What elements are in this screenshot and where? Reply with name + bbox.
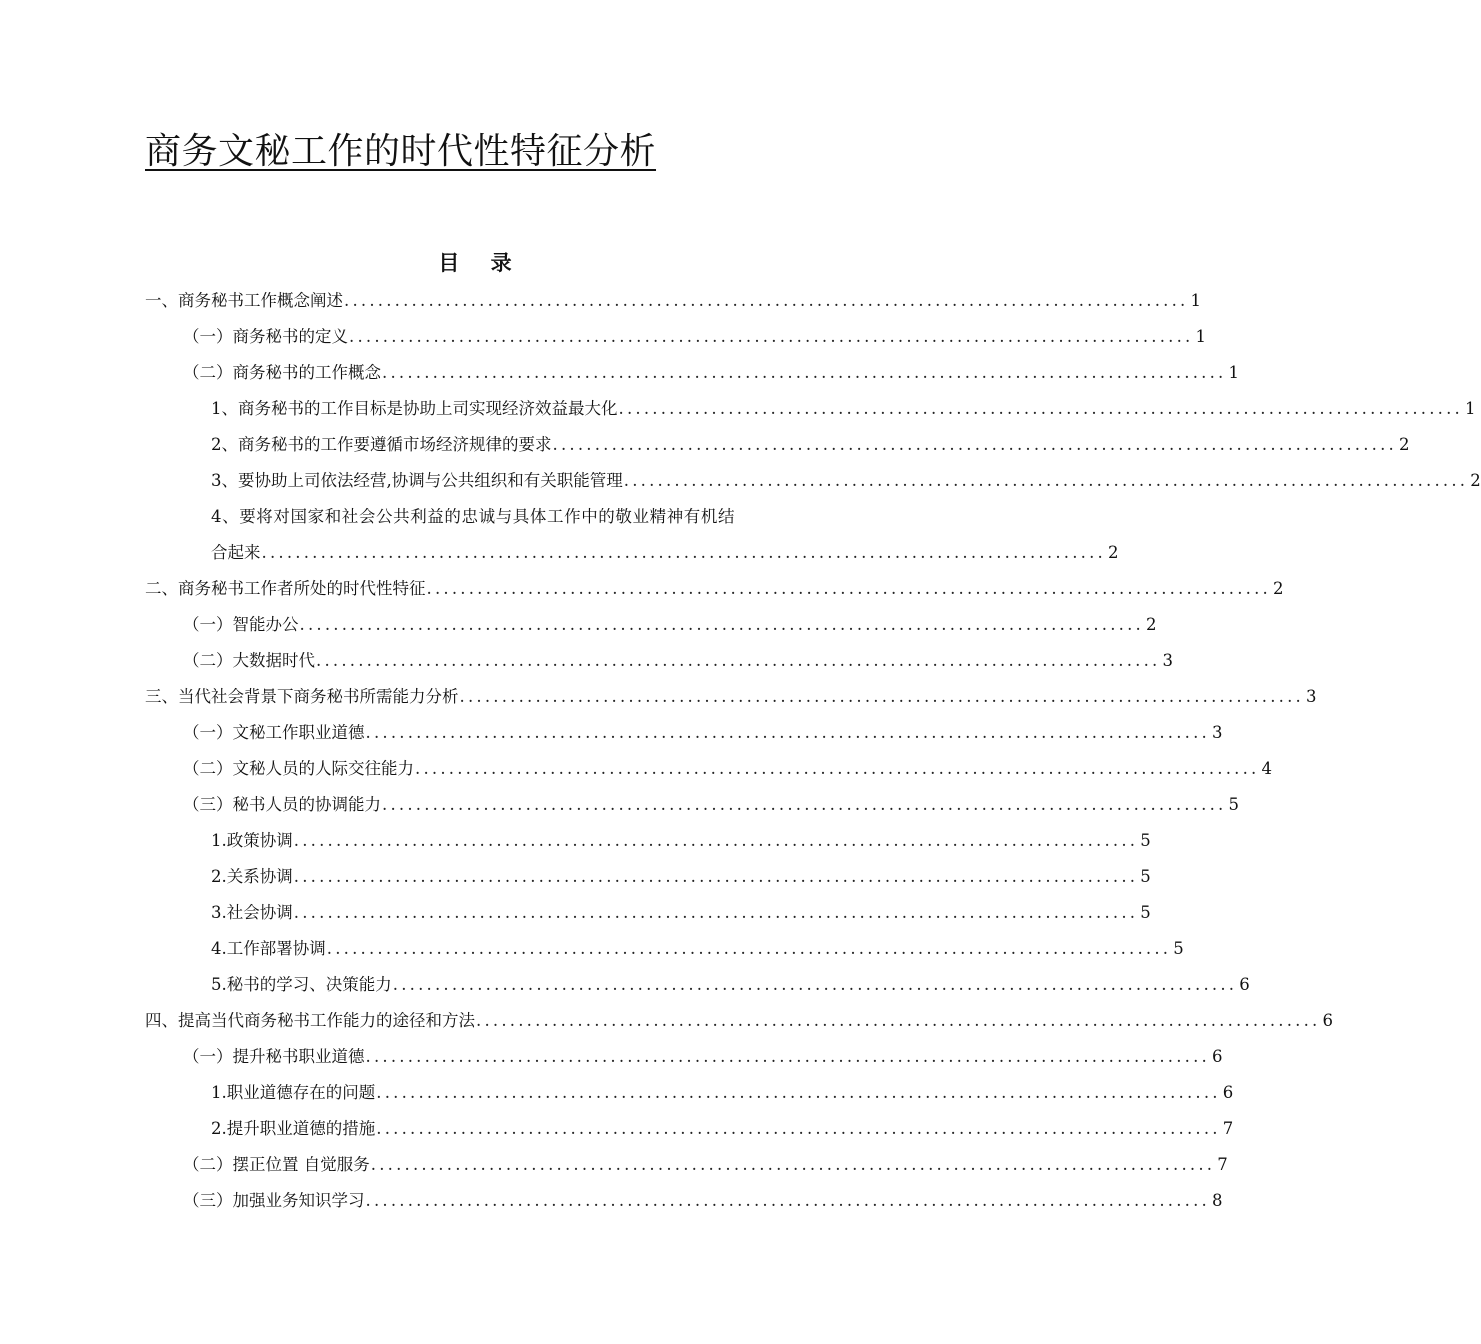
toc-page-number: 5 bbox=[1228, 795, 1239, 814]
toc-entry-label: （二）文秘人员的人际交往能力 bbox=[183, 759, 414, 778]
toc-entry[interactable] bbox=[0, 1003, 1333, 1039]
toc-heading: 目 录 bbox=[438, 251, 524, 275]
toc-page-number: 5 bbox=[1140, 903, 1151, 922]
toc-entry-label: 四、提高当代商务秘书工作能力的途径和方法 bbox=[145, 1011, 475, 1030]
dot-leader: .................................................................................................... bbox=[415, 759, 1260, 778]
dot-leader: .................................................................................................... bbox=[344, 291, 1189, 310]
dot-leader: .................................................................................................... bbox=[459, 687, 1304, 706]
dot-leader: .................................................................................................... bbox=[376, 1119, 1221, 1138]
dot-leader: .................................................................................................... bbox=[476, 1011, 1321, 1030]
toc-entry[interactable] bbox=[0, 463, 1481, 499]
toc-entry[interactable] bbox=[0, 607, 1157, 643]
toc-entry[interactable] bbox=[0, 931, 1184, 967]
toc-page-number: 4 bbox=[1261, 759, 1272, 778]
toc-entry[interactable] bbox=[0, 715, 1223, 751]
dot-leader: .................................................................................................... bbox=[426, 579, 1271, 598]
toc-entry-label: 合起来 bbox=[211, 543, 261, 562]
toc-entry[interactable] bbox=[0, 571, 1284, 607]
toc-entry-label: （一）智能办公 bbox=[183, 615, 299, 634]
toc-entry-label: 3、要协助上司依法经营,协调与公共组织和有关职能管理 bbox=[211, 471, 623, 490]
toc-page-number: 3 bbox=[1306, 687, 1317, 706]
toc-entry-label: 4.工作部署协调 bbox=[211, 939, 326, 958]
toc-entry[interactable] bbox=[0, 679, 1317, 715]
dot-leader: .................................................................................................... bbox=[376, 1083, 1221, 1102]
toc-entry-label: （一）文秘工作职业道德 bbox=[183, 723, 365, 742]
toc-entry-label: （二）商务秘书的工作概念 bbox=[183, 363, 381, 382]
document-title: 商务文秘工作的时代性特征分析 bbox=[145, 131, 657, 172]
dot-leader: .................................................................................................... bbox=[382, 363, 1227, 382]
toc-entry-label: 3.社会协调 bbox=[211, 903, 293, 922]
toc-page-number: 1 bbox=[1190, 291, 1201, 310]
toc-page-number: 7 bbox=[1217, 1155, 1228, 1174]
toc-entry[interactable] bbox=[0, 787, 1239, 823]
dot-leader: .................................................................................................... bbox=[326, 939, 1172, 958]
toc-entry-label: 2.关系协调 bbox=[211, 867, 293, 886]
toc-entry[interactable] bbox=[0, 427, 1410, 463]
toc-entry[interactable] bbox=[0, 391, 1476, 427]
toc-entry[interactable] bbox=[0, 535, 1119, 571]
toc-page-number: 2 bbox=[1273, 579, 1284, 598]
toc-entry[interactable] bbox=[0, 1039, 1223, 1075]
toc-entry[interactable] bbox=[0, 967, 1250, 1003]
dot-leader: .................................................................................................... bbox=[552, 435, 1397, 454]
toc-entry-label: （一）商务秘书的定义 bbox=[183, 327, 348, 346]
toc-entry-label: （一）提升秘书职业道德 bbox=[183, 1047, 365, 1066]
dot-leader: .................................................................................................... bbox=[293, 831, 1139, 850]
toc-entry-label: 2.提升职业道德的措施 bbox=[211, 1119, 376, 1138]
toc-page-number: 6 bbox=[1239, 975, 1250, 994]
toc-entry-label: （二）摆正位置 自觉服务 bbox=[183, 1155, 370, 1174]
dot-leader: .................................................................................................... bbox=[261, 543, 1106, 562]
toc-entry[interactable] bbox=[0, 355, 1239, 391]
dot-leader: .................................................................................................... bbox=[316, 651, 1161, 670]
toc-page-number: 1 bbox=[1465, 399, 1476, 418]
dot-leader: .................................................................................................... bbox=[299, 615, 1144, 634]
toc-page-number: 7 bbox=[1222, 1119, 1234, 1138]
toc-page-number: 1 bbox=[1195, 327, 1206, 346]
toc-entry[interactable] bbox=[0, 859, 1151, 895]
dot-leader: .................................................................................................... bbox=[370, 1155, 1216, 1174]
toc-entry[interactable] bbox=[0, 823, 1151, 859]
toc-entry[interactable] bbox=[0, 319, 1206, 355]
toc-entry-label: 1.职业道德存在的问题 bbox=[211, 1083, 376, 1102]
toc-entry-label: （二）大数据时代 bbox=[183, 651, 315, 670]
dot-leader: .................................................................................................... bbox=[365, 1191, 1210, 1210]
toc-entry-wrapped-line[interactable] bbox=[0, 499, 950, 535]
toc-page-number: 5 bbox=[1140, 867, 1151, 886]
toc-entry-label: 2、商务秘书的工作要遵循市场经济规律的要求 bbox=[211, 435, 552, 454]
dot-leader: .................................................................................................... bbox=[349, 327, 1194, 346]
toc-entry-label: 1.政策协调 bbox=[211, 831, 293, 850]
toc-page-number: 6 bbox=[1212, 1047, 1223, 1066]
toc-entry[interactable] bbox=[0, 1111, 1234, 1147]
toc-entry-label: 5.秘书的学习、决策能力 bbox=[211, 975, 392, 994]
toc-page-number: 2 bbox=[1470, 471, 1481, 490]
toc-entry[interactable] bbox=[0, 1183, 1223, 1219]
dot-leader: .................................................................................................... bbox=[293, 903, 1139, 922]
toc-entry[interactable] bbox=[0, 895, 1151, 931]
toc-page-number: 6 bbox=[1222, 1083, 1234, 1102]
toc-page-number: 2 bbox=[1108, 543, 1119, 562]
toc-page-number: 2 bbox=[1399, 435, 1410, 454]
dot-leader: .................................................................................................... bbox=[618, 399, 1463, 418]
toc-entry[interactable] bbox=[0, 1075, 1234, 1111]
toc-entry-label: 1、商务秘书的工作目标是协助上司实现经济效益最大化 bbox=[211, 399, 618, 418]
toc-page-number: 8 bbox=[1212, 1191, 1223, 1210]
toc-entry-label: 二、商务秘书工作者所处的时代性特征 bbox=[145, 579, 426, 598]
toc-page-number: 5 bbox=[1173, 939, 1184, 958]
toc-page-number: 2 bbox=[1146, 615, 1157, 634]
toc-page-number: 3 bbox=[1162, 651, 1173, 670]
toc-entry-label: 一、商务秘书工作概念阐述 bbox=[145, 291, 343, 310]
toc-entry[interactable] bbox=[0, 283, 1201, 319]
dot-leader: .................................................................................................... bbox=[365, 1047, 1210, 1066]
toc-page-number: 3 bbox=[1212, 723, 1223, 742]
dot-leader: .................................................................................................... bbox=[365, 723, 1210, 742]
dot-leader: .................................................................................................... bbox=[623, 471, 1469, 490]
toc-entry-label: （三）加强业务知识学习 bbox=[183, 1191, 365, 1210]
toc-entry-label: 三、当代社会背景下商务秘书所需能力分析 bbox=[145, 687, 459, 706]
toc-entry-label: （三）秘书人员的协调能力 bbox=[183, 795, 381, 814]
toc-entry-label-line1: 4、要将对国家和社会公共利益的忠诚与具体工作中的敬业精神有机结 bbox=[211, 507, 736, 526]
toc-page-number: 5 bbox=[1140, 831, 1151, 850]
dot-leader: .................................................................................................... bbox=[293, 867, 1139, 886]
toc-page-number: 6 bbox=[1322, 1011, 1333, 1030]
toc-page-number: 1 bbox=[1228, 363, 1239, 382]
toc-entry[interactable] bbox=[0, 1147, 1228, 1183]
dot-leader: .................................................................................................... bbox=[392, 975, 1238, 994]
toc-entry[interactable] bbox=[0, 751, 1272, 787]
dot-leader: .................................................................................................... bbox=[382, 795, 1227, 814]
toc-entry[interactable] bbox=[0, 643, 1173, 679]
